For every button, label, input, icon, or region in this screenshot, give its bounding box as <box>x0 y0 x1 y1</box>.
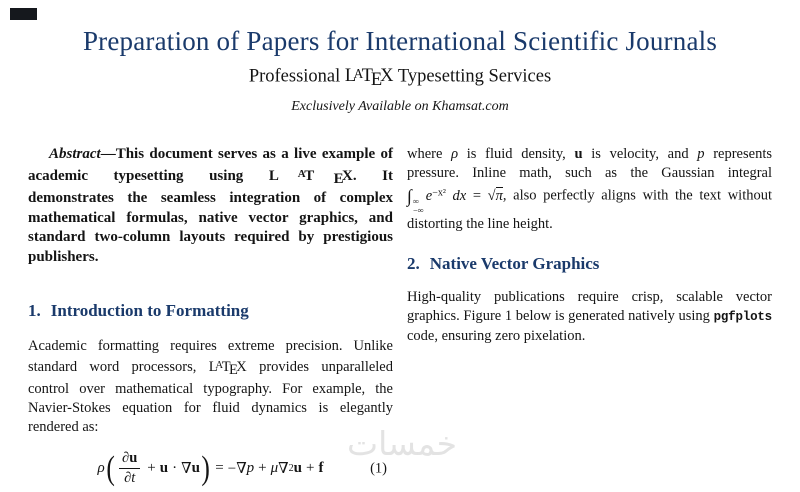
abstract-label: Abstract <box>49 146 101 163</box>
document-header <box>0 0 800 115</box>
gaussian-integral-math: ∫ ∞ −∞ $e^{-x^2}$ dx = √π <box>407 185 503 215</box>
display-equation <box>28 446 393 492</box>
right-column <box>407 145 772 346</box>
section-1-title: Introduction to Formatting <box>50 301 249 321</box>
eq-rho: ρ <box>97 460 105 477</box>
section-2-title: Native Vector Graphics <box>429 253 600 273</box>
khamsat-watermark: خمسات <box>347 424 458 463</box>
tagline: Exclusively Available on Khamsat.com <box>291 99 509 115</box>
eq-fraction: $\frac{\partial u}{\partial t}$ <box>119 451 140 488</box>
navier-stokes-equation: ρ ( $\frac{\partial u}{\partial t}$ + u · ∇ u ) = −∇ p + μ ∇ 2 u + f <box>97 449 324 487</box>
inline-p: p <box>697 146 705 163</box>
page-title: Preparation of Papers for International Scientific Journals <box>82 26 718 56</box>
inline-rho: ρ <box>451 146 459 163</box>
abstract-dash: — <box>100 146 116 163</box>
abstract-paragraph: Abstract—This document serves as a live example of academic typesetting using L AT EX. It demonstrates the seamless integration of complex mathematical formulas, native vector graphics, and standard two-column layouts required by prestigious publishers. <box>28 146 393 265</box>
section-1-number: 1. <box>28 301 41 321</box>
section-1-heading <box>28 301 393 321</box>
pgfplots-code: pgfplots <box>713 310 772 325</box>
subtitle-pre: Professional <box>248 66 345 87</box>
section-2-paragraph: High-quality publications require crisp, scalable vector graphics. Figure 1 below is generated natively using pgfplots code, ensuring zero pixelation. <box>407 289 772 345</box>
section-2-intro-paragraph: where ρ is fluid density, u is velocity, and p represents pressure. Inline math, such as the Gaussian integral ∫ ∞ −∞ $e^{-x^2}$ dx = √π, also perfectly aligns with the text without distorting the line height. <box>407 146 773 232</box>
latex-logo: LATEX <box>344 65 394 91</box>
section-2-heading <box>407 254 772 274</box>
inline-u: u <box>574 146 583 163</box>
section-2-number: 2. <box>407 253 420 273</box>
latex-logo: L AT EX <box>268 167 353 187</box>
latex-logo: LATEX <box>208 358 247 378</box>
subtitle-post: Typesetting Services <box>393 66 552 87</box>
subtitle <box>0 66 800 92</box>
corner-mark <box>10 8 37 20</box>
section-1-paragraph: Academic formatting requires extreme precision. Unlike standard word processors, LATEX provides unparalleled control over mathematical typography. For example, the Navier-Stokes equation for fluid dynamics is elegantly rendered as: <box>28 337 393 435</box>
equation-number: (1) <box>370 460 387 477</box>
left-column <box>28 145 393 492</box>
